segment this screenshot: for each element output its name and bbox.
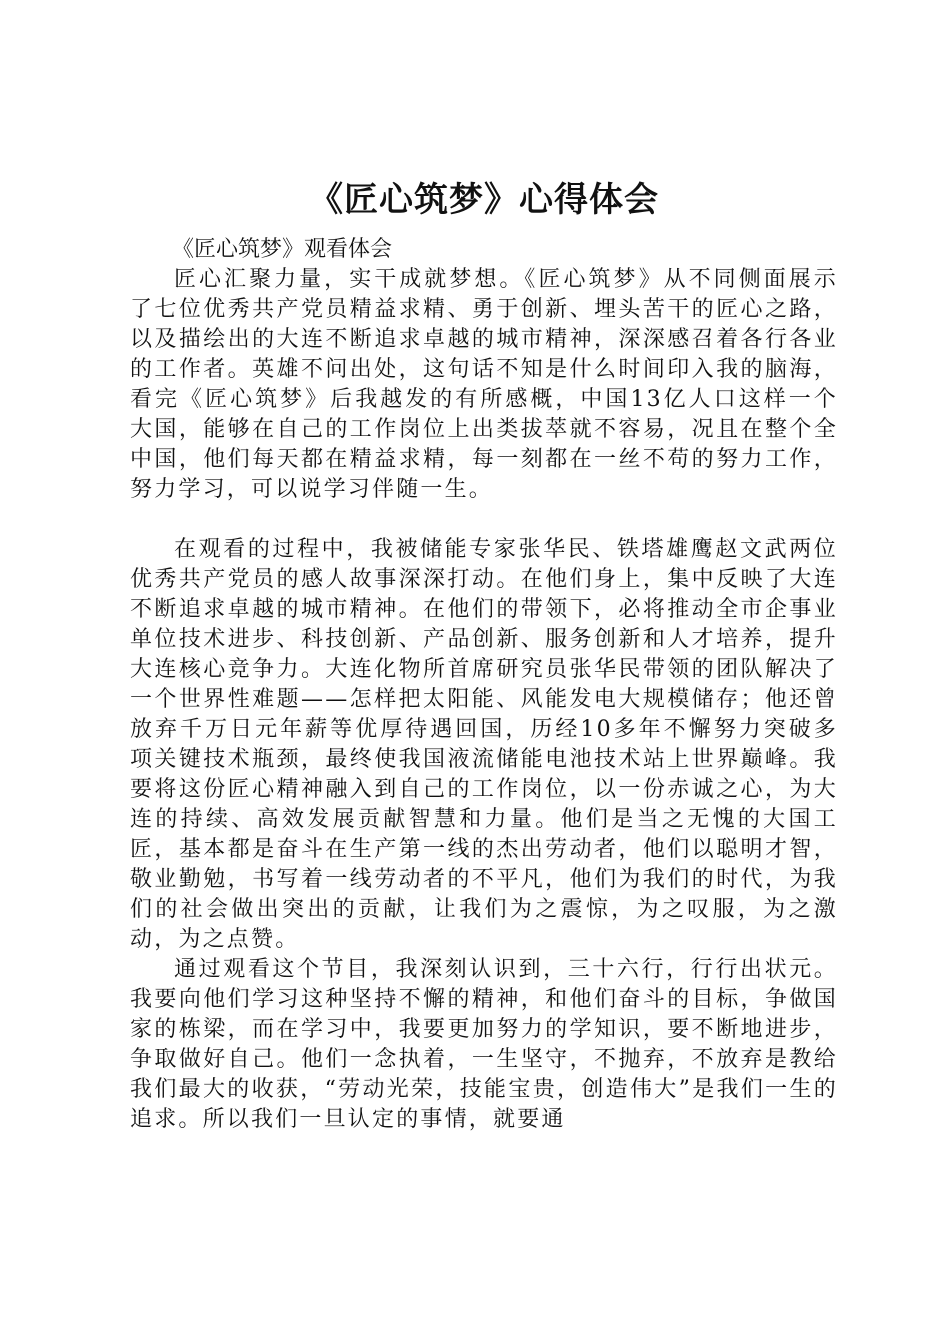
document-subtitle: 《匠心筑梦》观看体会: [172, 236, 393, 262]
document-page: [130, 180, 838, 1135]
paragraph-1: 匠心汇聚力量，实干成就梦想。《匠心筑梦》从不同侧面展示了七位优秀共产党员精益求精、勇于创新、埋头苦干的匠心之路，以及描绘出的大连不断追求卓越的城市精神，深深感召着各行各业的工作者。英雄不问出处，这句话不知是什么时间印入我的脑海，看完《匠心筑梦》后我越发的有所感概，中国13亿人口这样一个大国，能够在自己的工作岗位上出类拔萃就不容易，况且在整个全中国，他们每天都在精益求精，每一刻都在一丝不苟的努力工作，努力学习，可以说学习伴随一生。: [130, 266, 838, 502]
paragraph-2: 在观看的过程中，我被储能专家张华民、铁塔雄鹰赵文武两位优秀共产党员的感人故事深深打动。在他们身上，集中反映了大连不断追求卓越的城市精神。在他们的带领下，必将推动全市企事业单位技术进步、科技创新、产品创新、服务创新和人才培养，提升大连核心竞争力。大连化物所首席研究员张华民带领的团队解决了一个世界性难题——怎样把太阳能、风能发电大规模储存；他还曾放弃千万日元年薪等优厚待遇回国，历经10多年不懈努力突破多项关键技术瓶颈，最终使我国液流储能电池技术站上世界巅峰。我要将这份匠心精神融入到自己的工作岗位，以一份赤诚之心，为大连的持续、高效发展贡献智慧和力量。他们是当之无愧的大国工匠，基本都是奋斗在生产第一线的杰出劳动者，他们以聪明才智，敬业勤勉，书写着一线劳动者的不平凡，他们为我们的时代，为我们的社会做出突出的贡献，让我们为之震惊，为之叹服，为之激动，为之点赞。: [130, 536, 838, 952]
paragraph-3: 通过观看这个节目，我深刻认识到，三十六行，行行出状元。我要向他们学习这种坚持不懈的精神，和他们奋斗的目标，争做国家的栋梁，而在学习中，我要更加努力的学知识，要不断地进步，争取做好自己。他们一念执着，一生坚守，不抛弃，不放弃是教给我们最大的收获，“劳动光荣，技能宝贵，创造伟大”是我们一生的追求。所以我们一旦认定的事情，就要通: [130, 956, 838, 1132]
document-title: 《匠心筑梦》心得体会: [309, 180, 659, 220]
paragraph-spacer: [130, 505, 838, 535]
